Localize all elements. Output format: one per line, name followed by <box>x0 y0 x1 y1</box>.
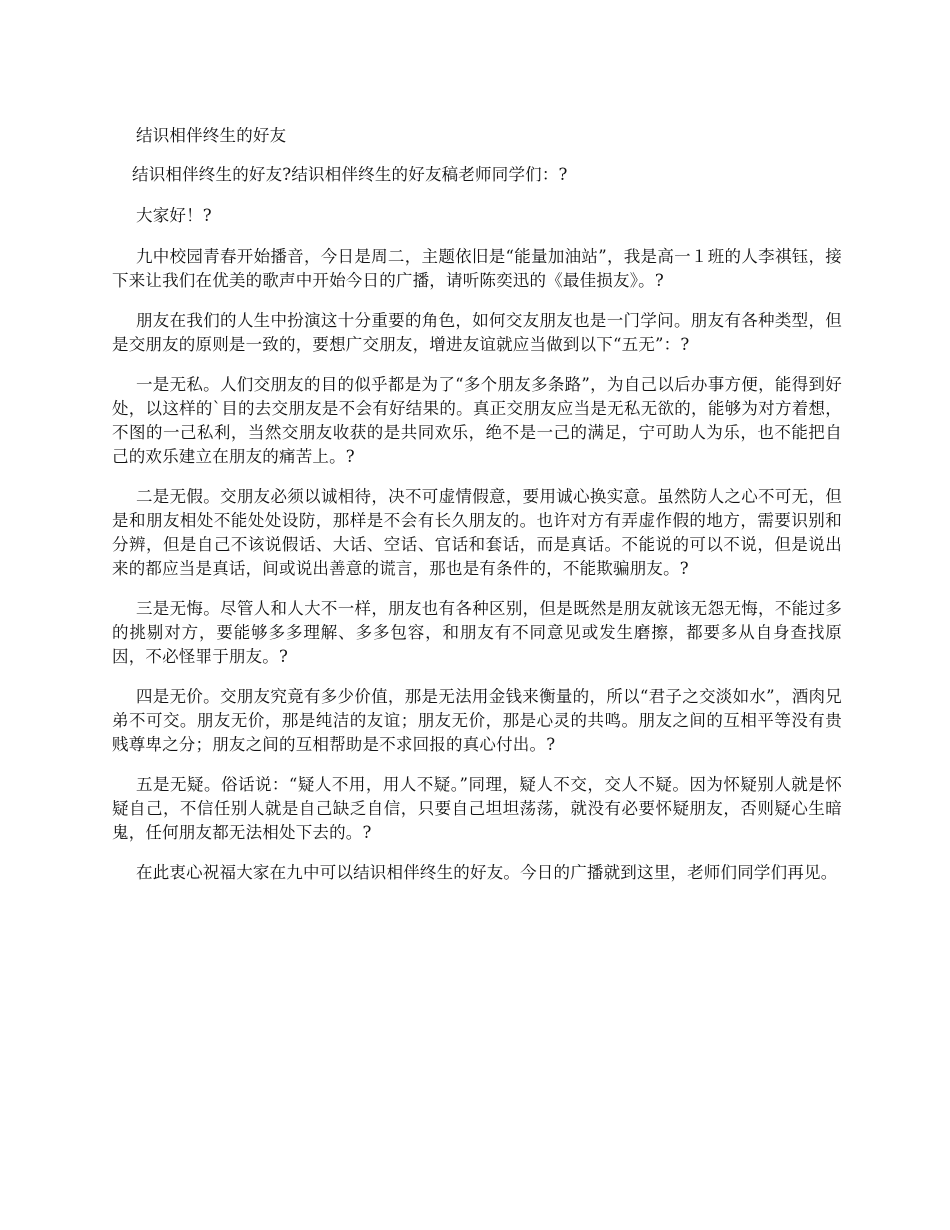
document-page <box>112 124 842 901</box>
body-paragraph-sincere: 二是无假。交朋友必须以诚相待，决不可虚情假意，要用诚心换实意。虽然防人之心不可无，但是和朋友相处不能处处设防，那样是不会有长久朋友的。也许对方有弄虚作假的地方，需要识别和分辨，但是自己不该说假话、大话、空话、官话和套话，而是真话。不能说的可以不说，但是说出来的都应当是真话，间或说出善意的谎言，那也是有条件的，不能欺骗朋友。? <box>112 487 842 578</box>
body-paragraph-five-principles: 朋友在我们的人生中扮演这十分重要的角色，如何交友朋友也是一门学问。朋友有各种类型，但是交朋友的原则是一致的，要想广交朋友，增进友谊就应当做到以下“五无”：? <box>112 311 842 354</box>
body-paragraph-intro: 九中校园青春开始播音，今日是周二，主题依旧是“能量加油站”，我是高一１班的人李祺钰，接下来让我们在优美的歌声中开始今日的广播，请听陈奕迅的《最佳损友》。? <box>112 247 842 290</box>
document-title: 结识相伴终生的好友 <box>136 126 287 145</box>
body-paragraph-no-doubt: 五是无疑。俗话说：“疑人不用，用人不疑。”同理，疑人不交，交人不疑。因为怀疑别人就是怀疑自己，不信任别人就是自己缺乏自信，只要自己坦坦荡荡，就没有必要怀疑朋友，否则疑心生暗鬼，任何朋友都无法相处下去的。? <box>112 775 842 842</box>
body-paragraph-no-regret: 三是无悔。尽管人和人大不一样，朋友也有各种区别，但是既然是朋友就该无怨无悔，不能过多的挑剔对方，要能够多多理解、多多包容，和朋友有不同意见或发生磨擦，都要多从自身查找原因，不必怪罪于朋友。? <box>112 599 842 666</box>
body-paragraph-selfless: 一是无私。人们交朋友的目的似乎都是为了“多个朋友多条路”，为自己以后办事方便，能得到好处，以这样的`目的去交朋友是不会有好结果的。真正交朋友应当是无私无欲的，能够为对方着想，不图的一己私利，当然交朋友收获的是共同欢乐，绝不是一己的满足，宁可助人为乐，也不能把自己的欢乐建立在朋友的痛苦上。? <box>112 375 842 466</box>
greeting-paragraph: 大家好！? <box>136 206 212 225</box>
lead-paragraph: 结识相伴终生的好友?结识相伴终生的好友稿老师同学们：? <box>132 165 568 184</box>
body-paragraph-priceless: 四是无价。交朋友究竟有多少价值，那是无法用金钱来衡量的，所以“君子之交淡如水”，酒肉兄弟不可交。朋友无价，那是纯洁的友谊；朋友无价，那是心灵的共鸣。朋友之间的互相平等没有贵贱尊卑之分；朋友之间的互相帮助是不求回报的真心付出。? <box>112 687 842 754</box>
closing-paragraph: 在此衷心祝福大家在九中可以结识相伴终生的好友。今日的广播就到这里，老师们同学们再见。 <box>136 863 838 882</box>
